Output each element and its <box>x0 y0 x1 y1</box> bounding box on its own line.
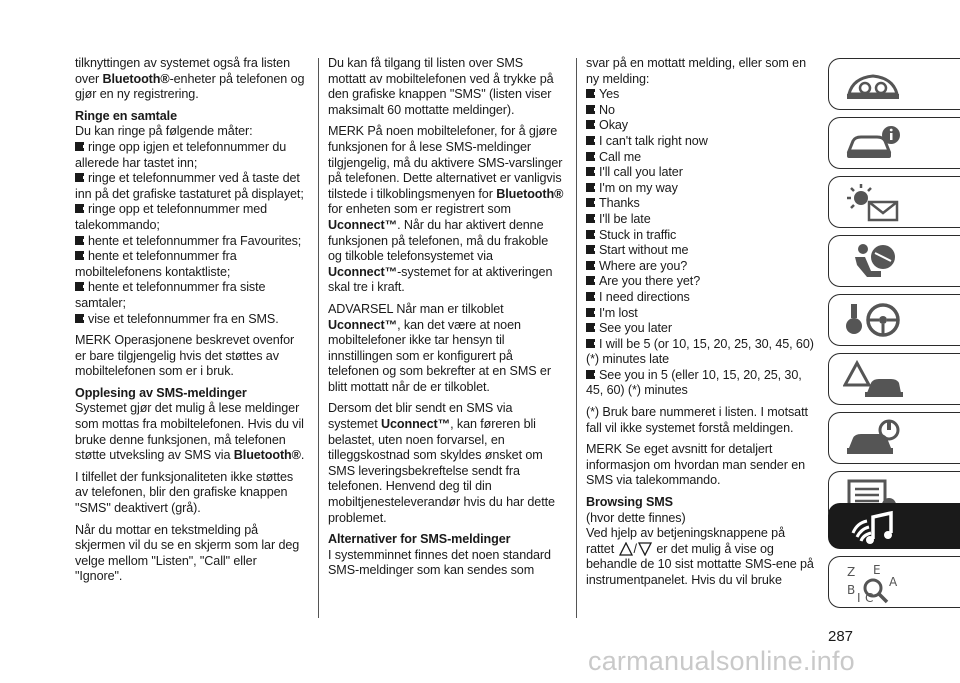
heading-sms: Opplesing av SMS-meldinger <box>75 385 247 400</box>
watermark: carmanualsonline.info <box>588 646 855 676</box>
tab-multimedia[interactable] <box>828 503 960 549</box>
list-item: I'll be late <box>586 212 816 228</box>
footnote: (*) Bruk bare nummeret i listen. I motsatt fall vil ikke systemet forstå meldingen. <box>586 405 808 435</box>
bullet-icon <box>586 105 595 114</box>
list-item: Stuck in traffic <box>586 228 816 244</box>
bullet-icon <box>586 152 595 161</box>
bullet-icon <box>586 214 595 223</box>
list-item: I'm lost <box>586 306 816 322</box>
paragraph: Ved hjelp av betjeningsknappene på rattet / er det mulig å vise og behandle de 10 sist mottatte SMS-ene på instrumentpanelet. Hvis du vil bruke <box>586 526 814 587</box>
bullet-icon <box>586 339 595 348</box>
list-item: vise et telefonnummer fra en SMS. <box>75 312 307 328</box>
bullet-icon <box>75 142 84 151</box>
column-divider <box>576 58 577 618</box>
list-item: I need directions <box>586 290 816 306</box>
paragraph: Systemet gjør det mulig å lese meldinger som mottas fra mobiltelefonen. Hvis du vil bruke denne funksjonen, må telefonen støtte utveksling av SMS via Bluetooth®. <box>75 401 305 463</box>
list-item: Start without me <box>586 243 816 259</box>
bullet-icon <box>586 370 595 379</box>
note: MERK På noen mobiltelefoner, for å gjøre funksjonen for å lese SMS-meldinger tilgjengelig, må du aktivere SMS-varslinger på telefonen. Dette alternativet er vanligvis tilstede i tilkoblingsmenyen for Bluetooth® for enheten som er registrert som Uconnect™. Når du har aktivert denne funksjonen på telefonen, må du frakoble og tilkoble telefonsystemet via Uconnect™-systemet for at aktiveringen skal tre i kraft. <box>328 124 564 295</box>
note: MERK Se eget avsnitt for detaljert informasjon om hvordan man sender en SMS via talekommando. <box>586 442 806 488</box>
list-item: I will be 5 (or 10, 15, 20, 25, 30, 45, 60) (*) minutes late <box>586 336 814 367</box>
bullet-icon <box>75 251 84 260</box>
heading-browsing-sms: Browsing SMS <box>586 495 673 510</box>
reply-list <box>586 87 816 399</box>
heading-sms-options: Alternativer for SMS-meldinger <box>328 532 511 547</box>
bullet-icon <box>75 314 84 323</box>
list-item: I can't talk right now <box>586 134 816 150</box>
svg-text:C: C <box>865 591 874 604</box>
bullet-icon <box>586 230 595 239</box>
note: MERK Operasjonene beskrevet ovenfor er bare tilgjengelig hvis det støttes av mobiltelefonen som er i bruk. <box>75 333 295 379</box>
warning-triangle-car-icon <box>843 359 903 401</box>
column-divider <box>318 58 319 618</box>
paragraph: I tilfellet der funksjonaliteten ikke støttes av telefonen, blir den grafiske knappen "SMS" deaktivert (grå). <box>75 469 294 516</box>
list-item: Okay <box>586 118 816 134</box>
bullet-icon <box>586 198 595 207</box>
svg-text:Z: Z <box>847 565 856 579</box>
paragraph: Når du mottar en tekstmelding på skjermen vil du se en skjerm som lar deg velge mellom "Listen", "Call" eller "Ignore". <box>75 522 300 584</box>
calls-list <box>75 140 307 327</box>
bullet-icon <box>586 136 595 145</box>
list-item: Yes <box>586 87 816 103</box>
svg-text:E: E <box>873 563 881 577</box>
paragraph: I systemminnet finnes det noen standard SMS-meldinger som kan sendes som <box>328 547 551 578</box>
list-item: hente et telefonnummer fra siste samtaler; <box>75 280 266 310</box>
list-item: ringe opp et telefonnummer med talekommando; <box>75 202 268 232</box>
list-item: ringe et telefonnummer ved å taste det inn på det grafiske tastaturet på displayet; <box>75 171 304 201</box>
bullet-icon <box>586 120 595 129</box>
paragraph: tilknyttingen av systemet også fra listen over Bluetooth®-enheter på telefonen og gjør en ny registrering. <box>75 56 305 102</box>
paragraph: Du kan ringe på følgende måter: <box>75 124 253 139</box>
list-item: No <box>586 103 816 119</box>
triangle-down-icon <box>638 542 652 556</box>
triangle-up-icon <box>619 542 633 556</box>
steering-starting-icon <box>843 300 903 342</box>
tab-warning-lights[interactable] <box>828 176 960 228</box>
list-item: Call me <box>586 150 816 166</box>
warning-lights-icon <box>843 182 903 224</box>
column-1 <box>75 56 307 591</box>
list-item: Thanks <box>586 196 816 212</box>
car-dashboard-icon <box>843 64 903 106</box>
bullet-icon <box>75 236 84 245</box>
heading-calls: Ringe en samtale <box>75 108 177 123</box>
list-item: I'm on my way <box>586 181 816 197</box>
multimedia-icon <box>843 509 903 549</box>
airbag-seat-icon <box>843 241 903 283</box>
page-number: 287 <box>828 628 854 645</box>
paragraph: Du kan få tilgang til listen over SMS mottatt av mobiltelefonen ved å trykke på den grafiske knappen "SMS" (listen viser maksimalt 60 mottatte meldinger). <box>328 56 554 117</box>
tab-emergency[interactable] <box>828 353 960 405</box>
bullet-icon <box>586 323 595 332</box>
list-item: hente et telefonnummer fra Favourites; <box>75 234 307 250</box>
list-item: hente et telefonnummer fra mobiltelefonens kontaktliste; <box>75 249 237 279</box>
list-item: Where are you? <box>586 259 816 275</box>
list-item: See you later <box>586 321 816 337</box>
bullet-icon <box>75 282 84 291</box>
list-item: I'll call you later <box>586 165 816 181</box>
list-item: See you in 5 (eller 10, 15, 20, 25, 30, 45, 60) (*) minutes <box>586 367 802 398</box>
tab-safety[interactable] <box>828 235 960 287</box>
tab-dashboard[interactable] <box>828 58 960 110</box>
list-item: Are you there yet? <box>586 274 816 290</box>
paragraph: Dersom det blir sendt en SMS via systemet Uconnect™, kan føreren bli belastet, uten noen forvarsel, en tilleggskostnad som skyldes ønsket om SMS leveringsbekreftelse sendt fra telefonen. Henvend deg til din mobiltjenesteleverandør hvis du har dette problemet. <box>328 401 555 525</box>
svg-text:B: B <box>847 583 856 597</box>
bullet-icon <box>586 261 595 270</box>
list-item: ringe opp igjen et telefonnummer du allerede har tastet inn; <box>75 139 287 170</box>
paragraph: (hvor dette finnes) <box>586 510 686 525</box>
svg-text:I: I <box>857 591 861 604</box>
bullet-icon <box>75 173 84 182</box>
bullet-icon <box>586 89 595 98</box>
tab-maintenance[interactable] <box>828 412 960 464</box>
column-2 <box>328 56 564 585</box>
car-info-icon <box>843 123 903 165</box>
bullet-icon <box>586 292 595 301</box>
bullet-icon <box>586 308 595 317</box>
index-icon <box>843 562 903 604</box>
tab-index[interactable] <box>828 556 960 608</box>
warning: ADVARSEL Når man er tilkoblet Uconnect™, kan det være at noen mobiltelefoner ikke tar hensyn til innstillingen som er konfigurert på telefonen og som bekrefter at en SMS er blitt mottatt når de er tilkoblet. <box>328 301 551 394</box>
bullet-icon <box>586 167 595 176</box>
column-3 <box>586 56 816 595</box>
svg-text:A: A <box>889 575 898 589</box>
bullet-icon <box>586 183 595 192</box>
service-car-icon <box>843 418 903 460</box>
tab-car-info[interactable] <box>828 117 960 169</box>
bullet-icon <box>586 276 595 285</box>
bullet-icon <box>586 245 595 254</box>
tab-starting-driving[interactable] <box>828 294 960 346</box>
bullet-icon <box>75 204 84 213</box>
paragraph: svar på en mottatt melding, eller som en ny melding: <box>586 56 806 86</box>
